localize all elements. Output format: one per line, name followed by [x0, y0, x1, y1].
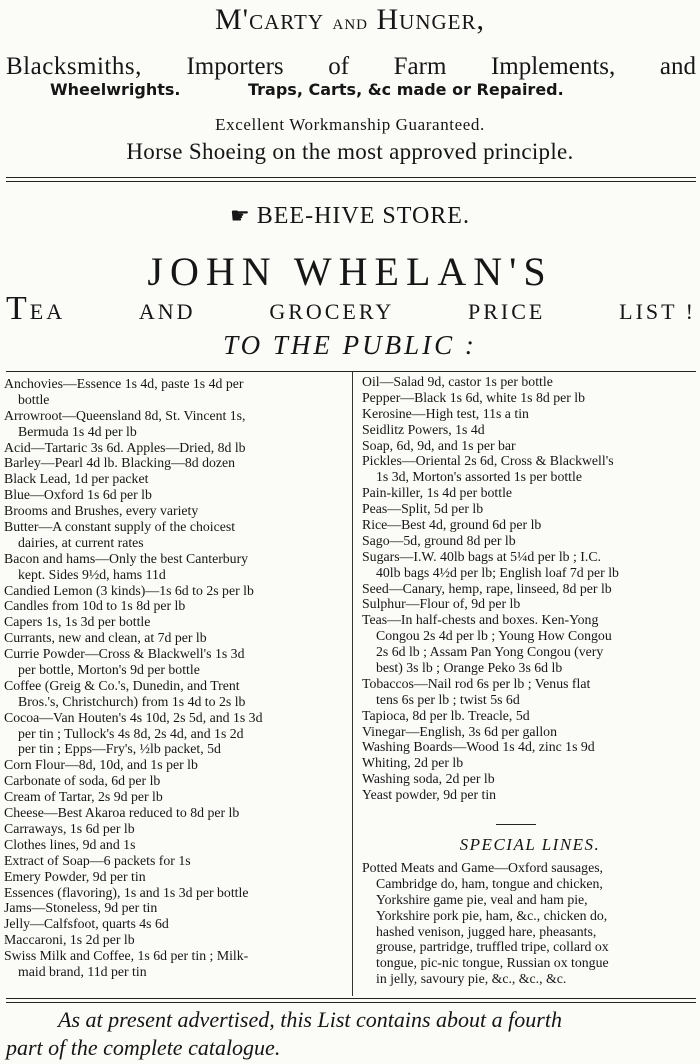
special-lines-title: SPECIAL LINES. [459, 835, 601, 854]
price-list-line: Tapioca, 8d per lb. Treacle, 5d [362, 707, 530, 723]
price-list-line: Cheese—Best Akaroa reduced to 8d per lb [4, 805, 240, 821]
firm-services-line [6, 80, 696, 102]
price-list-line: Maccaroni, 1s 2d per lb [4, 932, 135, 948]
price-list-line: Coffee (Greig & Co.'s, Dunedin, and Trent [4, 677, 240, 693]
price-list-line: Anchovies—Essence 1s 4d, paste 1s 4d per [4, 376, 244, 391]
firm-trades-line [6, 52, 696, 82]
price-list-line: Butter—A constant supply of the choicest [4, 519, 236, 535]
price-list-line: per bottle, Morton's 9d per bottle [18, 662, 200, 678]
price-list-line: Carraways, 1s 6d per lb [4, 820, 135, 836]
firm-name-and: and [332, 9, 368, 34]
price-list-line: Peas—Split, 5d per lb [362, 501, 484, 517]
owner-name: JOHN WHELAN'S [147, 249, 553, 294]
columns-top-rule [6, 371, 696, 372]
price-list-line: Brooms and Brushes, every variety [4, 503, 199, 519]
price-list-line: Carbonate of soda, 6d per lb [4, 773, 161, 789]
price-list-line: 2s 6d lb ; Assam Pan Yong Congou (very [376, 644, 604, 660]
price-list-line: Corn Flour—8d, 10d, and 1s per lb [4, 757, 198, 773]
price-list-line: 40lb bags 4½d per lb; English loaf 7d per lb [376, 564, 619, 580]
price-list-line: Tobaccos—Nail rod 6s per lb ; Venus flat [362, 675, 591, 691]
trade-implements: Implements, [490, 53, 616, 80]
price-list-line: Sago—5d, ground 8d per lb [362, 532, 516, 548]
price-list-line: Clothes lines, 9d and 1s [4, 836, 136, 852]
price-list-line: Seidlitz Powers, 1s 4d [362, 421, 485, 437]
price-list-line: Yeast powder, 9d per tin [362, 787, 497, 803]
catalogue-note-line-1: As at present advertised, this List contains about a fourth [58, 1007, 562, 1032]
trade-and: and [659, 53, 696, 80]
price-list-line: Washing Boards—Wood 1s 4d, zinc 1s 9d [362, 739, 595, 755]
price-list-line: Rice—Best 4d, ground 6d per lb [362, 517, 542, 533]
heading-word-grocery: GROCERY [269, 299, 395, 324]
price-list-line: kept. Sides 9½d, hams 11d [18, 566, 166, 582]
price-list-line: Congou 2s 4d per lb ; Young How Congou [376, 628, 612, 644]
price-list-line: Seed—Canary, hemp, rape, linseed, 8d per lb [362, 580, 612, 596]
price-list-heading [6, 290, 696, 326]
store-name [0, 200, 700, 232]
advert-divider-top [6, 177, 696, 178]
advert-divider-bottom [6, 181, 696, 182]
price-list-line: grouse, partridge, truffled tripe, collard ox [376, 939, 609, 955]
price-list-line: Candied Lemon (3 kinds)—1s 6d to 2s per lb [4, 582, 254, 598]
price-list-line: Emery Powder, 9d per tin [4, 868, 146, 884]
price-list-line: Cambridge do, ham, tongue and chicken, [376, 875, 603, 891]
price-list-line: Yorkshire pork pie, ham, &c., chicken do, [376, 907, 608, 923]
special-lines-rule [496, 824, 536, 825]
price-list-line: bottle [18, 391, 50, 407]
pointing-hand-icon: ☛ [230, 203, 251, 228]
price-list-line: Potted Meats and Game—Oxford sausages, [362, 860, 604, 875]
price-list-line: Candles from 10d to 1s 8d per lb [4, 598, 186, 614]
to-the-public: TO THE PUBLIC : [223, 330, 477, 360]
price-list-line: per tin ; Epps—Fry's, ½lb packet, 5d [18, 741, 221, 757]
price-list-line: Pickles—Oriental 2s 6d, Cross & Blackwell's [362, 453, 614, 469]
heading-word-list: LIST ! [619, 299, 696, 324]
price-list-line: Barley—Pearl 4d lb. Blacking—8d dozen [4, 455, 236, 471]
trade-repairs: Traps, Carts, &c made or Repaired. [248, 80, 564, 99]
price-list-line: Cocoa—Van Houten's 4s 10d, 2s 5d, and 1s 3d [4, 709, 263, 725]
price-list-line: Sulphur—Flour of, 9d per lb [362, 596, 521, 612]
price-list-line: per tin ; Tullock's 4s 8d, 2s 4d, and 1s 2d [18, 725, 244, 741]
price-list-line: best) 3s lb ; Orange Peko 3s 6d lb [376, 660, 563, 676]
price-list-line: dairies, at current rates [18, 534, 144, 550]
price-list-line: 1s 3d, Morton's assorted 1s per bottle [376, 469, 582, 485]
heading-word-price: PRICE [468, 299, 546, 324]
price-list-line: Currants, new and clean, at 7d per lb [4, 630, 207, 646]
heading-word-tea: TEA [6, 290, 66, 327]
column-divider [352, 372, 353, 996]
price-list-line: Bacon and hams—Only the best Canterbury [4, 550, 249, 566]
price-list-line: Vinegar—English, 3s 6d per gallon [362, 723, 557, 739]
footer-rule-top [6, 998, 696, 999]
price-list-line: Whiting, 2d per lb [362, 755, 464, 771]
catalogue-note [6, 1006, 696, 1062]
price-list-line: Oil—Salad 9d, castor 1s per bottle [362, 374, 553, 389]
price-list-line: Jelly—Calfsfoot, quarts 4s 6d [4, 916, 169, 932]
price-list-line: maid brand, 11d per tin [18, 963, 147, 979]
price-list-line: Acid—Tartaric 3s 6d. Apples—Dried, 8d lb [4, 439, 246, 455]
price-list-left-column [4, 376, 346, 980]
trade-importers: Importers [186, 53, 284, 80]
catalogue-note-line-2: part of the complete catalogue. [6, 1035, 281, 1060]
trade-of: of [328, 53, 350, 80]
price-list-line: Bermuda 1s 4d per lb [18, 423, 137, 439]
trade-wheelwrights: Wheelwrights. [50, 80, 181, 99]
price-list-line: Essences (flavoring), 1s and 1s 3d per bottle [4, 884, 249, 900]
store-name-text: BEE-HIVE STORE. [256, 203, 470, 229]
price-list-line: Jams—Stoneless, 9d per tin [4, 900, 158, 916]
price-list-line: tongue, pic-nic tongue, Russian ox tongue [376, 955, 609, 971]
price-list-line: Bros.'s, Christchurch) from 1s 4d to 2s lb [18, 693, 246, 709]
price-list-line: Sugars—I.W. 40lb bags at 5¼d per lb ; I.C. [362, 548, 601, 564]
price-list-line: Pain-killer, 1s 4d per bottle [362, 485, 513, 501]
special-lines-list [362, 860, 698, 987]
heading-word-and: AND [138, 299, 196, 324]
price-list-line: in jelly, savoury pie, &c., &c., &c. [376, 971, 567, 987]
trade-blacksmiths: Blacksmiths, [6, 53, 142, 80]
price-list-line: hashed venison, jugged hare, pheasants, [376, 923, 597, 939]
price-list-line: Arrowroot—Queensland 8d, St. Vincent 1s, [4, 407, 246, 423]
price-list-line: Currie Powder—Cross & Blackwell's 1s 3d [4, 646, 245, 662]
price-list-line: Swiss Milk and Coffee, 1s 6d per tin ; Milk- [4, 948, 249, 964]
price-list-line: Capers 1s, 1s 3d per bottle [4, 614, 151, 630]
price-list-right-column [362, 374, 698, 803]
price-list-line: Black Lead, 1d per packet [4, 471, 149, 487]
price-list-line: Blue—Oxford 1s 6d per lb [4, 487, 152, 503]
price-list-line: Teas—In half-chests and boxes. Ken-Yong [362, 612, 599, 628]
trade-farm: Farm [393, 53, 447, 80]
price-list-line: Washing soda, 2d per lb [362, 771, 495, 787]
horse-shoeing-line: Horse Shoeing on the most approved principle. [126, 139, 574, 164]
price-list-line: Pepper—Black 1s 6d, white 1s 8d per lb [362, 389, 586, 405]
firm-name-second: Hunger, [376, 3, 485, 36]
price-list-line: Kerosine—High test, 11s a tin [362, 405, 529, 421]
price-list-line: Yorkshire game pie, veal and ham pie, [376, 891, 588, 907]
firm-name-first: M'carty [215, 3, 324, 36]
workmanship-guarantee: Excellent Workmanship Guaranteed. [215, 115, 485, 134]
price-list-line: tens 6s per lb ; twist 5s 6d [376, 691, 520, 707]
price-list-line: Cream of Tartar, 2s 9d per lb [4, 789, 163, 805]
firm-name [0, 2, 700, 40]
footer-rule-bottom [6, 1002, 696, 1003]
price-list-line: Extract of Soap—6 packets for 1s [4, 852, 191, 868]
price-list-line: Soap, 6d, 9d, and 1s per bar [362, 437, 516, 453]
